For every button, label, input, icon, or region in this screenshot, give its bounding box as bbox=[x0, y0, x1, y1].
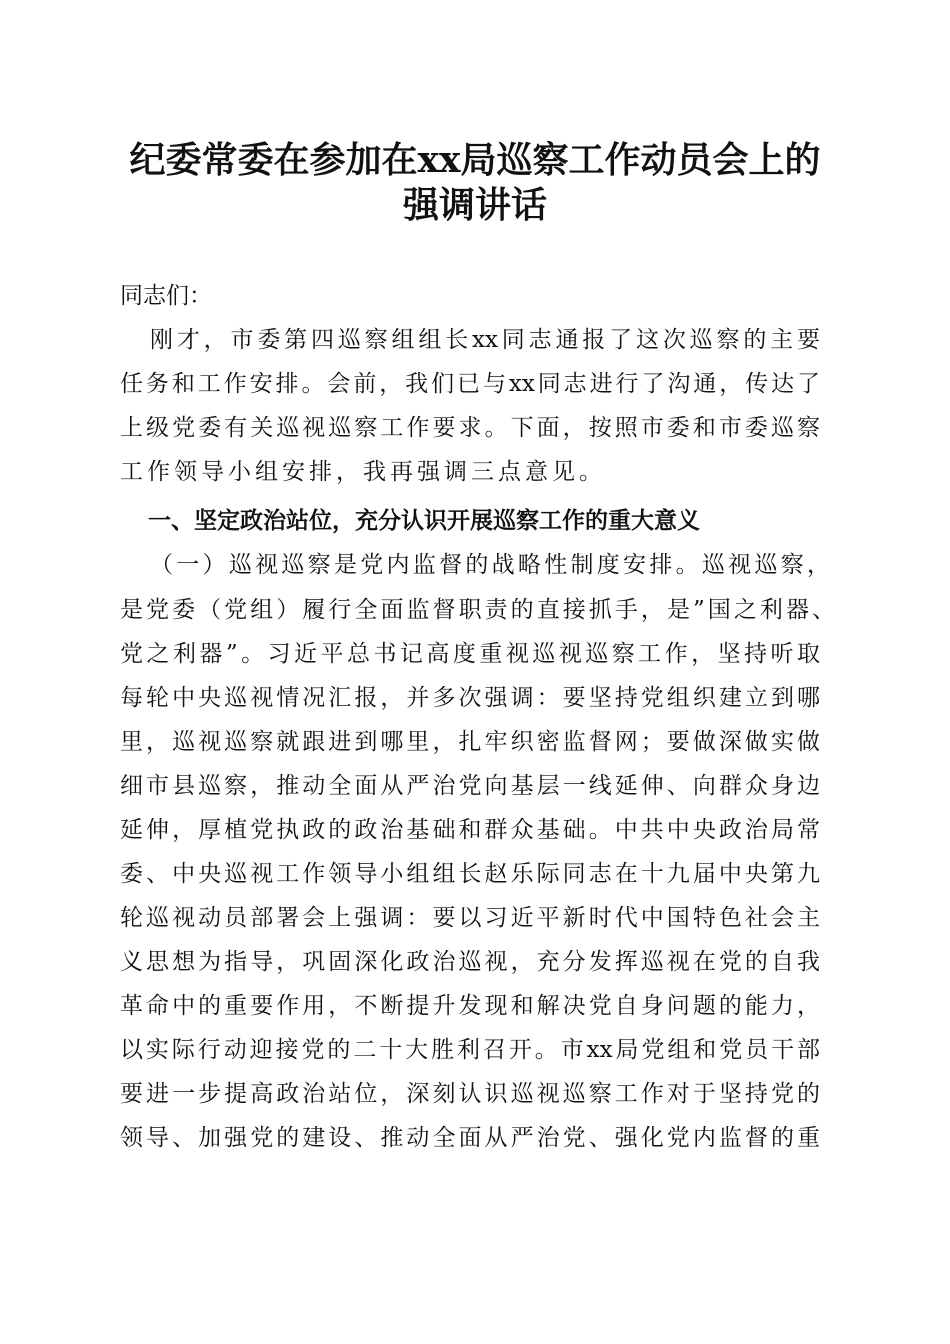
section-line: 要进一步提高政治站位，深刻认识巡视巡察工作对于坚持党的 bbox=[120, 1081, 820, 1107]
document-title-line-1: 纪委常委在参加在xx局巡察工作动员会上的 bbox=[129, 139, 821, 181]
section-line: 每轮中央巡视情况汇报，并多次强调：要坚持党组织建立到哪 bbox=[120, 685, 820, 711]
intro-line: 刚才，市委第四巡察组组长xx同志通报了这次巡察的主要 bbox=[150, 327, 820, 353]
section-line: 委、中央巡视工作领导小组组长赵乐际同志在十九届中央第九 bbox=[120, 861, 820, 887]
document-title-line-2: 强调讲话 bbox=[402, 184, 547, 226]
section-line: 是党委（党组）履行全面监督职责的直接抓手，是”国之利器、 bbox=[120, 597, 835, 623]
intro-line: 上级党委有关巡视巡察工作要求。下面，按照市委和市委巡察 bbox=[120, 415, 820, 441]
section-heading: 一、坚定政治站位，充分认识开展巡察工作的重大意义 bbox=[148, 508, 700, 534]
intro-line: 工作领导小组安排，我再强调三点意见。 bbox=[120, 459, 606, 485]
section-line: 党之利器”。习近平总书记高度重视巡视巡察工作，坚持听取 bbox=[120, 641, 820, 667]
intro-line: 任务和工作安排。会前，我们已与xx同志进行了沟通，传达了 bbox=[120, 371, 820, 397]
section-line: 细市县巡察，推动全面从严治党向基层一线延伸、向群众身边 bbox=[120, 773, 820, 799]
section-line: 里，巡视巡察就跟进到哪里，扎牢织密监督网；要做深做实做 bbox=[120, 729, 820, 755]
section-line: 义思想为指导，巩固深化政治巡视，充分发挥巡视在党的自我 bbox=[120, 949, 820, 975]
salutation: 同志们： bbox=[120, 283, 212, 309]
section-line: 革命中的重要作用，不断提升发现和解决党自身问题的能力， bbox=[120, 993, 820, 1019]
section-line: 以实际行动迎接党的二十大胜利召开。市xx局党组和党员干部 bbox=[120, 1037, 820, 1063]
section-line: 领导、加强党的建设、推动全面从严治党、强化党内监督的重 bbox=[120, 1125, 820, 1151]
section-line: 延伸，厚植党执政的政治基础和群众基础。中共中央政治局常 bbox=[120, 817, 820, 843]
section-line: （一）巡视巡察是党内监督的战略性制度安排。巡视巡察， bbox=[150, 552, 830, 578]
section-line: 轮巡视动员部署会上强调：要以习近平新时代中国特色社会主 bbox=[120, 905, 820, 931]
